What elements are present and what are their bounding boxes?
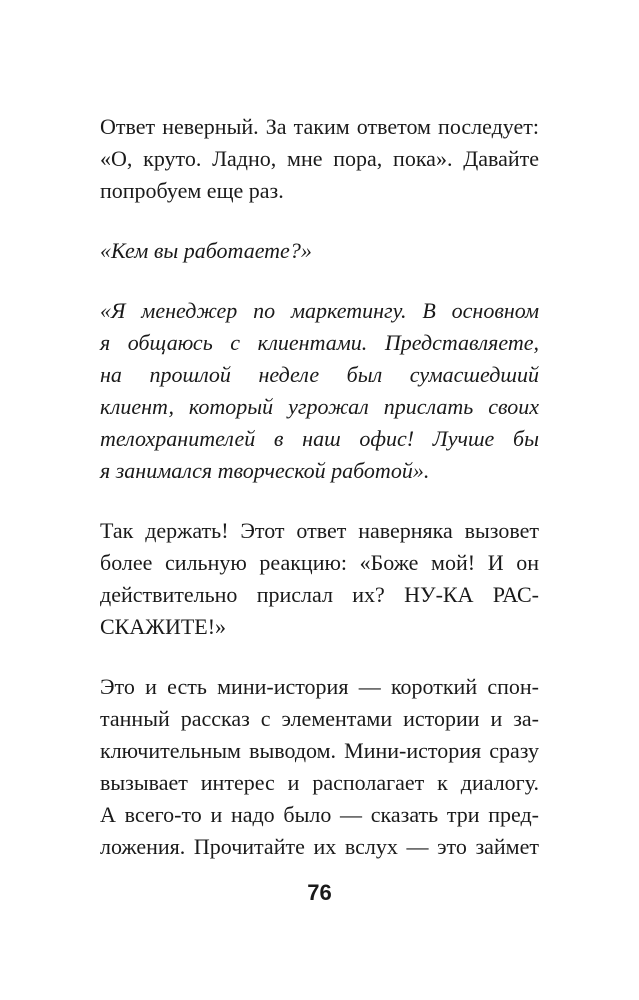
text-line: на прошлой неделе был сумасшедший (100, 362, 539, 387)
text-line: ложения. Прочитайте их вслух — это займет (100, 834, 539, 859)
text-line: более сильную реакцию: «Боже мой! И он (100, 550, 539, 575)
text-line: я занимался творческой работой». (100, 458, 430, 483)
text-line: Ответ неверный. За таким ответом последует: (100, 114, 539, 139)
text-line: попробуем еще раз. (100, 178, 284, 203)
text-line: Так держать! Этот ответ наверняка вызовет (100, 518, 539, 543)
text-line: клиент, который угрожал прислать своих (100, 394, 539, 419)
text-line: ключительным выводом. Мини-история сразу (100, 738, 539, 763)
text-line: телохранителей в наш офис! Лучше бы (100, 426, 539, 451)
paragraph-answer-quote (100, 295, 539, 487)
paragraph-wrong-answer (100, 111, 539, 207)
paragraph-keep-going (100, 515, 539, 643)
text-line: «О, круто. Ладно, мне пора, пока». Давайте (100, 146, 539, 171)
text-line: я общаюсь с клиентами. Представляете, (100, 330, 539, 355)
page-number: 76 (307, 880, 332, 905)
text-line: танный рассказ с элементами истории и за- (100, 706, 539, 731)
text-line: СКАЖИТЕ!» (100, 614, 227, 639)
text-line: «Кем вы работаете?» (100, 238, 312, 263)
text-line: действительно прислал их? НУ-КА РАС- (100, 582, 539, 607)
text-line: А всего-то и надо было — сказать три пред- (100, 802, 539, 827)
text-line: вызывает интерес и располагает к диалогу. (100, 770, 539, 795)
paragraph-question (100, 235, 539, 267)
paragraph-mini-story (100, 671, 539, 863)
text-line: Это и есть мини-история — короткий спон- (100, 674, 539, 699)
text-line: «Я менеджер по маркетингу. В основном (100, 298, 539, 323)
page-body (100, 111, 539, 891)
